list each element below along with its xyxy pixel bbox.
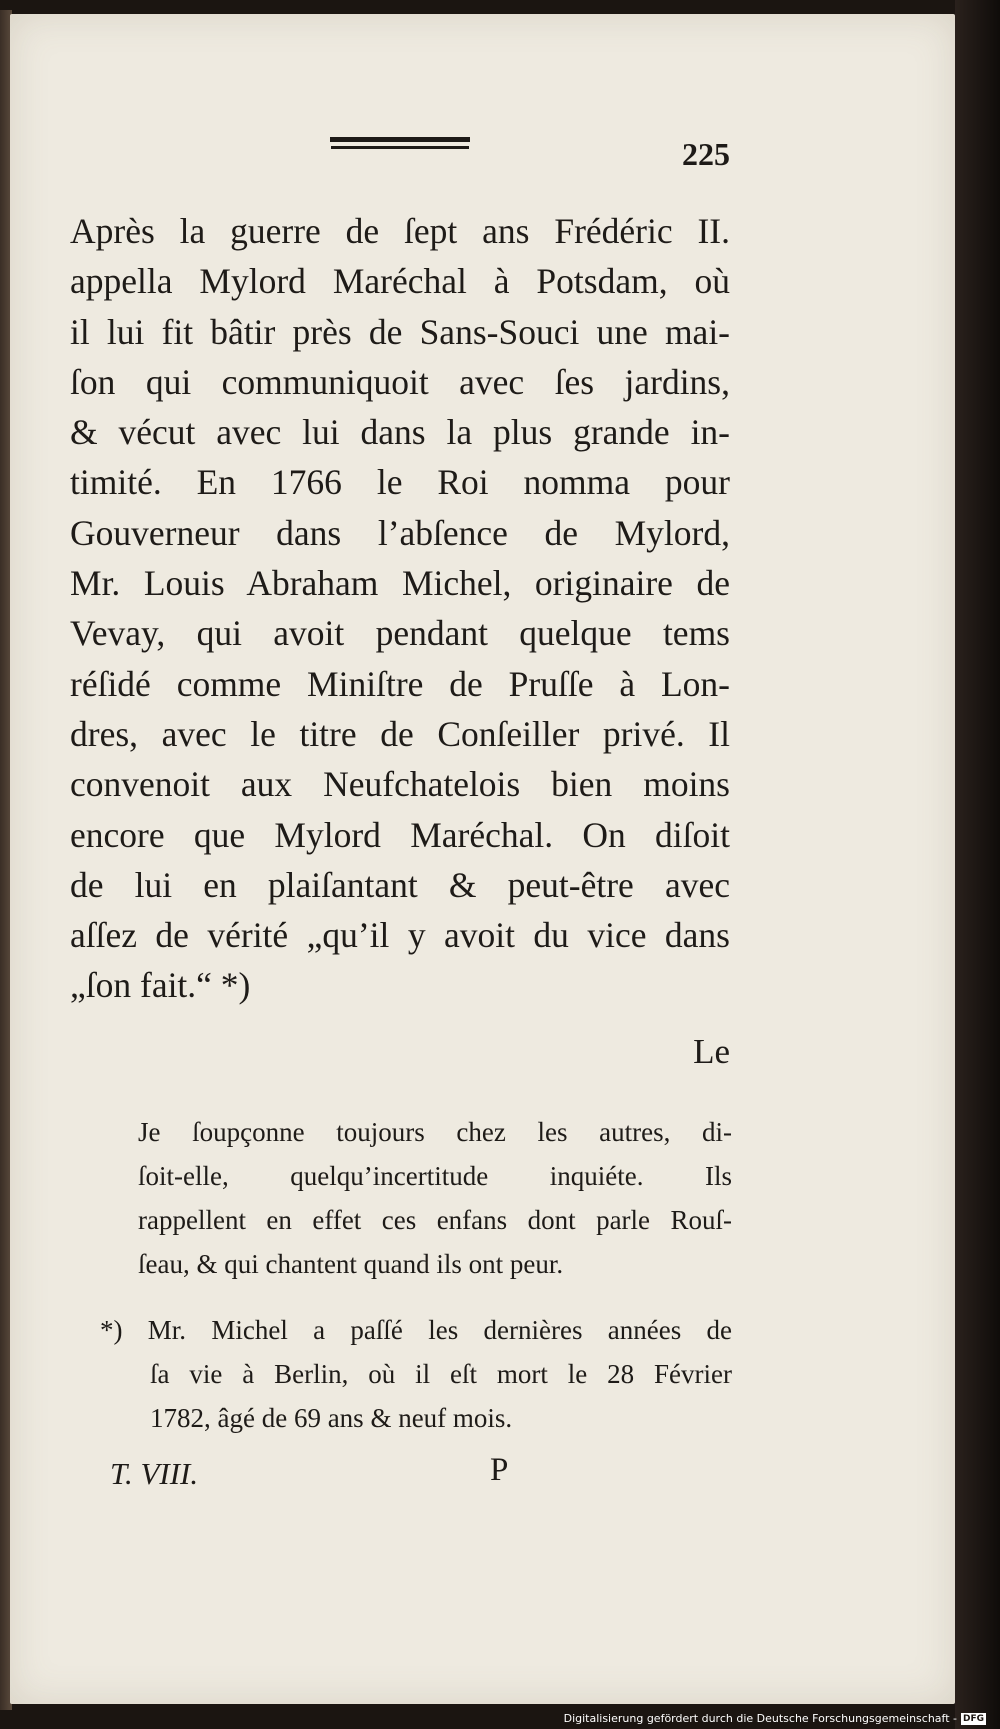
body-line: dres, avec le titre de Conſeiller privé. Il <box>70 713 730 754</box>
book-right-edge <box>955 0 1000 1729</box>
body-line: de lui en plaiſantant & peut-être avec <box>70 864 730 905</box>
catchword: Le <box>693 1032 730 1071</box>
body-line: „ſon fait.“ *) <box>70 965 251 1006</box>
body-text <box>70 206 730 1011</box>
footnote-quote <box>138 1110 732 1286</box>
body-line: appella Mylord Maréchal à Potsdam, où <box>70 261 730 302</box>
body-line: réſidé comme Miniſtre de Pruſſe à Lon- <box>70 663 730 704</box>
footnote-line: ſoit-elle, quelqu’incertitude inquiéte. Ils <box>138 1161 732 1191</box>
body-line: Gouverneur dans l’abſence de Mylord, <box>70 512 730 553</box>
body-line: aſſez de vérité „qu’il y avoit du vice dans <box>70 915 730 956</box>
body-line: convenoit aux Neufchatelois bien moins <box>70 764 730 805</box>
body-line: Après la guerre de ſept ans Frédéric II. <box>70 211 730 251</box>
footnote-line: Je ſoupçonne toujours chez les autres, di- <box>138 1117 732 1147</box>
footnote-line: 1782, âgé de 69 ans & neuf mois. <box>150 1403 513 1433</box>
body-line: timité. En 1766 le Roi nomma pour <box>70 462 730 503</box>
body-line: & vécut avec lui dans la plus grande in- <box>70 412 730 453</box>
digitization-credit <box>564 1712 986 1725</box>
body-line: il lui fit bâtir près de Sans-Souci une mai- <box>70 311 730 352</box>
body-line: Mr. Louis Abraham Michel, originaire de <box>70 563 730 604</box>
footnote-line: ſeau, & qui chantent quand ils ont peur. <box>138 1249 564 1279</box>
dfg-logo-icon: DFG <box>962 1713 984 1724</box>
signature-volume: T. VIII. <box>110 1456 199 1491</box>
footnote-line: rappellent en effet ces enfans dont parle Rouſ- <box>138 1205 732 1235</box>
footnote-line: *) Mr. Michel a paſſé les dernières années de <box>100 1315 732 1345</box>
signature-letter: P <box>490 1452 509 1488</box>
credit-text: Digitalisierung gefördert durch die Deutsche Forschungsgemeinschaft - <box>563 1712 957 1725</box>
body-line: ſon qui communiquoit avec ſes jardins, <box>70 361 730 402</box>
header-ornament-rule <box>330 137 470 142</box>
body-line: Vevay, qui avoit pendant quelque tems <box>70 613 730 654</box>
body-line: encore que Mylord Maréchal. On diſoit <box>70 814 730 855</box>
page-number: 225 <box>682 136 730 172</box>
footnote-asterisk <box>100 1308 732 1440</box>
footnote-line: ſa vie à Berlin, où il eſt mort le 28 Février <box>150 1359 732 1389</box>
